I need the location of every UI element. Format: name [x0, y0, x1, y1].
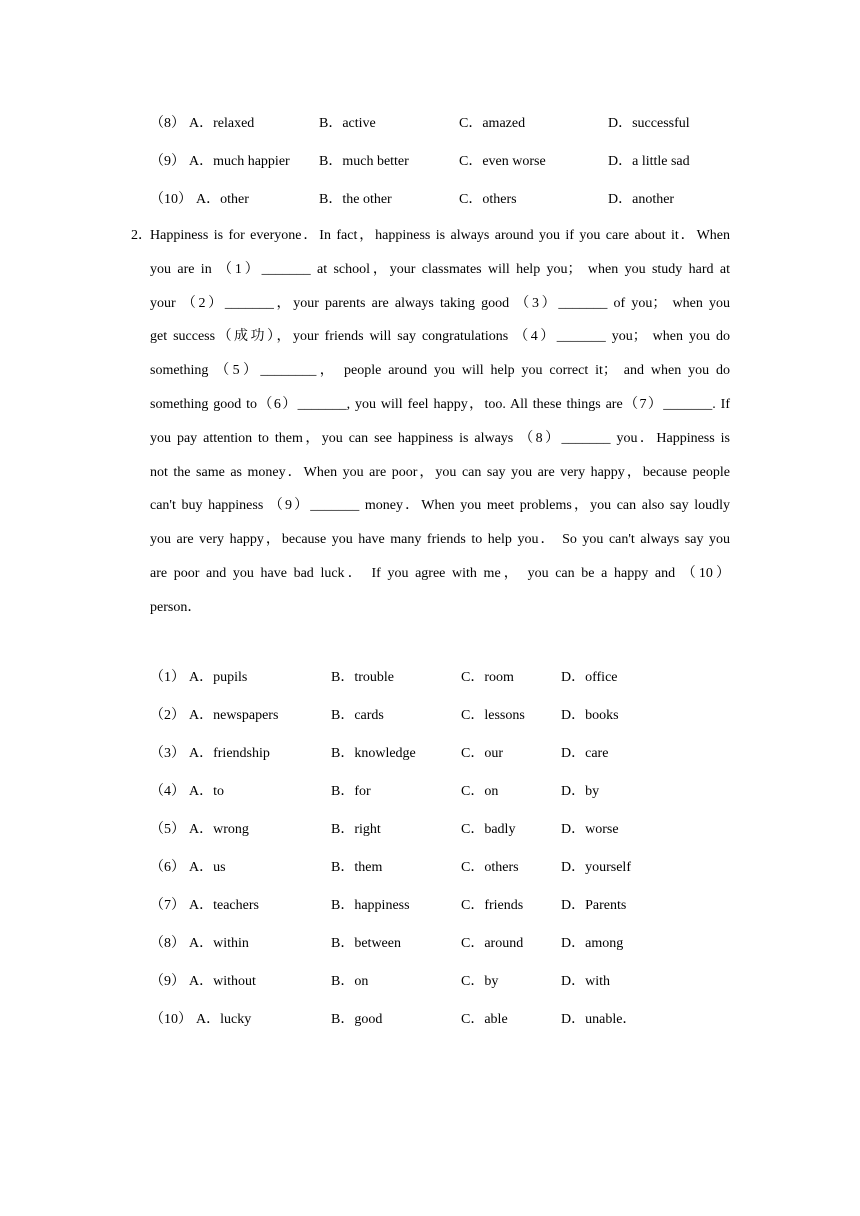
- passage-line: your （2）_______，your parents are always taking good （3）_______ of you； when you: [150, 296, 730, 311]
- option-number: （10）: [150, 1012, 192, 1027]
- option-a: A．other: [196, 192, 249, 207]
- option-c: C．even worse: [459, 154, 546, 169]
- option-c: C．our: [461, 746, 503, 761]
- option-c: C．around: [461, 936, 524, 951]
- option-a: A．much happier: [189, 154, 290, 169]
- option-a: A．to: [189, 784, 224, 799]
- passage-line: can't buy happiness （9）_______ money．When you meet problems，you can also say loudly: [150, 498, 730, 513]
- option-b: B．good: [331, 1012, 383, 1027]
- option-a: A．without: [189, 974, 256, 989]
- option-b: B．on: [331, 974, 369, 989]
- option-d: D．with: [561, 974, 610, 989]
- passage-line: get success（成功），your friends will say congratulations （4）_______ you； when you do: [150, 329, 730, 344]
- option-d: D．unable．: [561, 1012, 637, 1027]
- option-d: D．another: [608, 192, 675, 207]
- option-c: C．on: [461, 784, 499, 799]
- option-b: B．for: [331, 784, 371, 799]
- option-number: （1）: [150, 670, 185, 685]
- option-a: A．wrong: [189, 822, 249, 837]
- option-a: A．within: [189, 936, 249, 951]
- option-a: A．relaxed: [189, 116, 255, 131]
- question-number: 2．: [131, 228, 152, 243]
- option-b: B．them: [331, 860, 383, 875]
- option-a: A．lucky: [196, 1012, 252, 1027]
- option-number: （10）: [150, 192, 192, 207]
- option-a: A．friendship: [189, 746, 270, 761]
- option-d: D．successful: [608, 116, 690, 131]
- option-b: B．the other: [319, 192, 392, 207]
- option-a: A．teachers: [189, 898, 259, 913]
- option-a: A．newspapers: [189, 708, 279, 723]
- option-number: （6）: [150, 860, 185, 875]
- option-c: C．by: [461, 974, 499, 989]
- option-number: （3）: [150, 746, 185, 761]
- option-d: D．books: [561, 708, 619, 723]
- option-number: （8）: [150, 116, 185, 131]
- option-a: A．us: [189, 860, 226, 875]
- option-c: C．badly: [461, 822, 516, 837]
- option-number: （9）: [150, 974, 185, 989]
- option-d: D．worse: [561, 822, 619, 837]
- option-d: D．yourself: [561, 860, 631, 875]
- passage-line: Happiness is for everyone．In fact，happiness is always around you if you care about it．When: [150, 228, 730, 243]
- option-b: B．happiness: [331, 898, 410, 913]
- passage-line: you pay attention to them，you can see happiness is always （8）_______ you．Happiness is: [150, 431, 730, 446]
- option-number: （4）: [150, 784, 185, 799]
- option-d: D．a little sad: [608, 154, 690, 169]
- option-b: B．cards: [331, 708, 384, 723]
- option-d: D．care: [561, 746, 609, 761]
- option-b: B．between: [331, 936, 401, 951]
- passage-line: you are very happy，because you have many friends to help you． So you can't always say you: [150, 532, 730, 547]
- option-b: B．right: [331, 822, 381, 837]
- option-b: B．knowledge: [331, 746, 416, 761]
- option-c: C．friends: [461, 898, 524, 913]
- option-c: C．amazed: [459, 116, 526, 131]
- option-d: D．among: [561, 936, 624, 951]
- option-c: C．others: [459, 192, 517, 207]
- option-d: D．office: [561, 670, 618, 685]
- option-number: （9）: [150, 154, 185, 169]
- option-c: C．lessons: [461, 708, 525, 723]
- option-number: （8）: [150, 936, 185, 951]
- option-c: C．room: [461, 670, 514, 685]
- option-b: B．much better: [319, 154, 409, 169]
- passage-line: something （5）________， people around you will help you correct it； and when you do: [150, 363, 730, 378]
- passage-line: not the same as money．When you are poor，you can say you are very happy，because people: [150, 465, 730, 480]
- option-number: （2）: [150, 708, 185, 723]
- option-c: C．able: [461, 1012, 508, 1027]
- option-d: D．by: [561, 784, 600, 799]
- passage-line: you are in （1）_______ at school，your classmates will help you； when you study hard at: [150, 262, 730, 277]
- option-a: A．pupils: [189, 670, 248, 685]
- option-c: C．others: [461, 860, 519, 875]
- option-b: B．active: [319, 116, 376, 131]
- passage-line: person．: [150, 600, 202, 615]
- option-number: （5）: [150, 822, 185, 837]
- option-b: B．trouble: [331, 670, 394, 685]
- passage-line: are poor and you have bad luck． If you agree with me， you can be a happy and （10）: [150, 566, 730, 581]
- passage-line: something good to（6）_______, you will feel happy，too. All these things are（7）_______. If: [150, 397, 730, 412]
- option-number: （7）: [150, 898, 185, 913]
- option-d: D．Parents: [561, 898, 627, 913]
